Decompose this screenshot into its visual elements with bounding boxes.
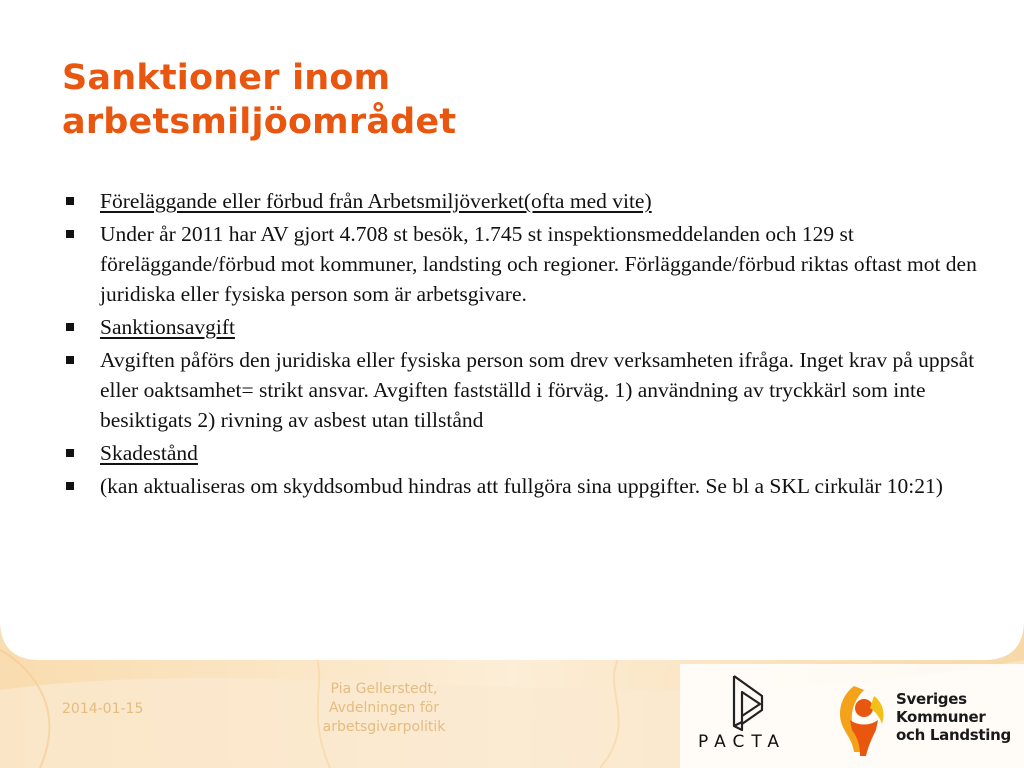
list-item [62,471,982,501]
skl-line: Kommuner [896,708,986,726]
footer-date: 2014-01-15 [62,701,144,717]
square-bullet-icon [66,482,74,490]
square-bullet-icon [66,449,74,457]
bullet-text: Skadestånd [100,441,198,465]
bullet-list [62,186,982,504]
skl-line: Sveriges [896,690,967,708]
square-bullet-icon [66,197,74,205]
list-item [62,345,982,435]
author-line: arbetsgivarpolitik [322,719,446,735]
square-bullet-icon [66,323,74,331]
skl-logo-text [896,690,1011,744]
list-item [62,312,982,342]
pacta-wordmark: PACTA [698,732,787,752]
square-bullet-icon [66,230,74,238]
list-item [62,186,982,216]
title-line: arbetsmiljöområdet [62,102,457,142]
author-line: Pia Gellerstedt, [330,681,438,697]
list-item [62,438,982,468]
bullet-text: Under år 2011 har AV gjort 4.708 st besök, 1.745 st inspektionsmeddelanden och 129 st föreläggande/förbud mot kommuner, landsting och regioner. Förläggande/förbud riktas oftast mot den juridiska eller fysiska person som är arbetsgivare. [100,222,977,306]
bullet-text: Avgiften påförs den juridiska eller fysiska person som drev verksamheten ifråga. Inget krav på uppsåt eller oaktsamhet= strikt ansvar. Avgiften fastställd i förväg. 1) användning av tryckkärl som inte besiktigats 2) rivning av asbest utan tillstånd [100,348,975,432]
bullet-text: Sanktionsavgift [100,315,235,339]
author-line: Avdelningen för [328,700,440,716]
footer-author [300,680,468,737]
title-line: Sanktioner inom [62,58,391,98]
square-bullet-icon [66,356,74,364]
skl-line: och Landsting [896,726,1011,744]
list-item [62,219,982,309]
skl-figure-icon [830,682,892,758]
bullet-text: Föreläggande eller förbud från Arbetsmiljöverket(ofta med vite) [100,189,652,213]
bullet-text: (kan aktualiseras om skyddsombud hindras att fullgöra sina uppgifter. Se bl a SKL cirkulär 10:21) [100,474,943,498]
slide-title [62,56,962,144]
